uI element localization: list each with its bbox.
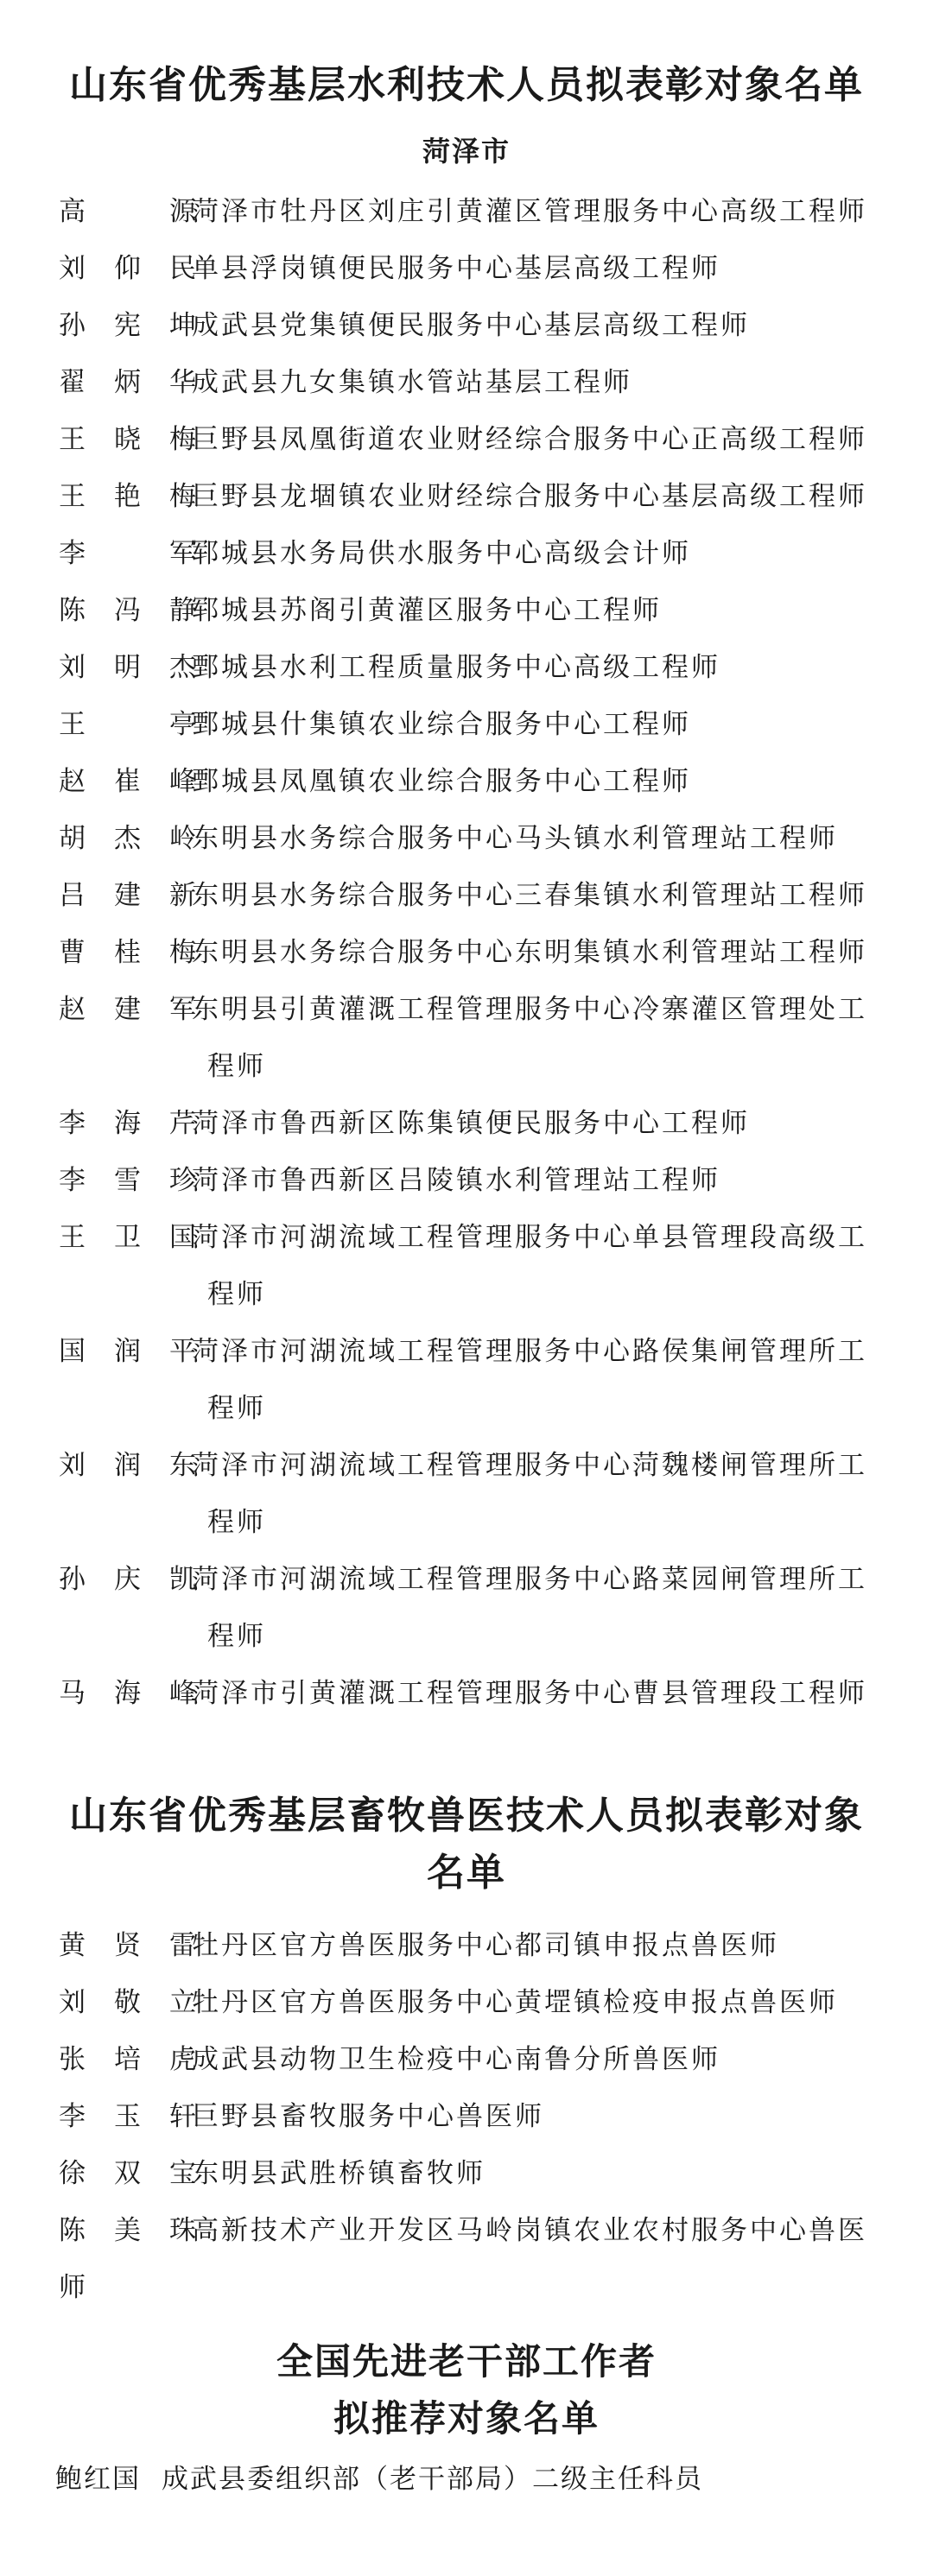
position-text: 鄄城县水利工程质量服务中心高级工程师 [192,652,720,683]
person-position [192,696,883,753]
person-name: 马海峰 [59,1678,197,1709]
person-position [192,1209,883,1323]
section2-title-line1: 山东省优秀基层畜牧兽医技术人员拟表彰对象 [69,1794,864,1838]
person-name: 李雪珍 [59,1165,197,1196]
person-name: 吕建新 [59,880,197,911]
person-name: 翟炳华 [59,367,197,398]
position-text: 成武县九女集镇水管站基层工程师 [192,367,632,398]
position-text: 成武县动物卫生检疫中心南鲁分所兽医师 [192,2044,720,2075]
position-text: 东明县水务综合服务中心东明集镇水利管理站工程师 [192,937,867,968]
person-name: 国润平 [59,1336,197,1367]
person-position [192,240,883,297]
person-position [192,639,883,696]
person-position [192,1917,883,1974]
person-name: 刘仰民 [59,253,197,284]
position-text: 菏泽市河湖流域工程管理服务中心路侯集闸管理所工 [192,1336,867,1367]
position-text: 牡丹区官方兽医服务中心都司镇申报点兽医师 [192,1930,779,1961]
person-position [192,1437,883,1551]
person-name: 王 亭 [59,709,197,740]
position-text: 巨野县畜牧服务中心兽医师 [192,2101,544,2132]
person-name: 徐双宝 [59,2158,197,2189]
person-name: 黄贤雷 [59,1930,197,1961]
person-name: 李海芹 [59,1108,197,1139]
person-name: 孙宪坤 [59,310,197,341]
person-name: 陈冯静 [59,595,197,626]
position-text: 东明县武胜桥镇畜牧师 [192,2158,486,2189]
person-name: 王晓梅 [59,424,197,455]
section3-title-line2: 拟推荐对象名单 [333,2397,600,2440]
person-name: 王艳梅 [59,481,197,512]
person-name: 李玉轩 [59,2101,197,2132]
position-text: 郓城县水务局供水服务中心高级会计师 [192,538,691,569]
position-text: 高新技术产业开发区马岭岗镇农业农村服务中心兽医 [192,2215,867,2246]
person-position [192,753,883,810]
person-name: 陈美珠 [59,2215,197,2246]
section1-title: 山东省优秀基层水利技术人员拟表彰对象名单 [69,63,864,107]
person-name: 王卫国 [59,1222,197,1253]
position-text: 成武县党集镇便民服务中心基层高级工程师 [192,310,750,341]
position-text-continued: 程师 [207,1507,266,1538]
person-position [192,1974,883,2031]
person-position [192,2145,883,2202]
person-name: 胡杰岭 [59,823,197,854]
section3-entry-desc: 成武县委组织部（老干部局）二级主任科员 [162,2464,703,2495]
person-position [192,297,883,354]
section3-entry [55,2451,703,2508]
position-text: 东明县水务综合服务中心马头镇水利管理站工程师 [192,823,838,854]
position-text: 牡丹区官方兽医服务中心黄堽镇检疫申报点兽医师 [192,1987,838,2018]
person-name: 张培虎 [59,2044,197,2075]
position-text: 菏泽市鲁西新区吕陵镇水利管理站工程师 [192,1165,720,1196]
person-position [192,1665,883,1722]
person-name: 高 源 [59,196,197,227]
person-position [192,1551,883,1665]
position-text-continued: 程师 [207,1279,266,1310]
position-text: 巨野县龙堌镇农业财经综合服务中心基层高级工程师 [192,481,867,512]
section2-title-line2: 名单 [427,1851,506,1895]
position-text-continued: 程师 [207,1621,266,1652]
position-text: 东明县引黄灌溉工程管理服务中心冷寨灌区管理处工 [192,994,867,1025]
section1-subtitle: 菏泽市 [422,135,511,168]
person-position [192,411,883,468]
person-position [192,924,883,981]
person-name: 孙庆凯 [59,1564,197,1595]
person-position [192,582,883,639]
position-text: 菏泽市河湖流域工程管理服务中心菏魏楼闸管理所工 [192,1450,867,1481]
person-name: 赵崔峰 [59,766,197,797]
person-position [192,1323,883,1437]
position-text: 鄄城县凤凰镇农业综合服务中心工程师 [192,766,691,797]
position-text: 鄄城县什集镇农业综合服务中心工程师 [192,709,691,740]
person-position [192,468,883,525]
person-name: 曹桂梅 [59,937,197,968]
person-position [192,2088,883,2145]
person-position [192,2031,883,2088]
person-name: 赵建军 [59,994,197,1025]
person-position [192,867,883,924]
section3-title-line1: 全国先进老干部工作者 [276,2340,657,2383]
person-name: 李 军 [59,538,197,569]
person-name: 刘敬立 [59,1987,197,2018]
position-text: 菏泽市引黄灌溉工程管理服务中心曹县管理段工程师 [192,1678,867,1709]
position-text: 菏泽市河湖流域工程管理服务中心单县管理段高级工 [192,1222,867,1253]
person-position [192,1152,883,1209]
position-text: 巨野县凤凰街道农业财经综合服务中心正高级工程师 [192,424,867,455]
position-text: 单县浮岗镇便民服务中心基层高级工程师 [192,253,720,284]
person-name: 刘明杰 [59,652,197,683]
section3-entry-name: 鲍红国 [55,2464,141,2495]
position-text-continued: 师 [59,2272,88,2303]
position-text: 菏泽市牡丹区刘庄引黄灌区管理服务中心高级工程师 [192,196,867,227]
person-position [192,1095,883,1152]
position-text-continued: 程师 [207,1393,266,1424]
position-text: 菏泽市河湖流域工程管理服务中心路菜园闸管理所工 [192,1564,867,1595]
person-position [192,525,883,582]
position-text-continued: 程师 [207,1051,266,1082]
person-name: 刘润东 [59,1450,197,1481]
position-text: 菏泽市鲁西新区陈集镇便民服务中心工程师 [192,1108,750,1139]
position-text: 郓城县苏阁引黄灌区服务中心工程师 [192,595,662,626]
person-position [192,183,883,240]
person-position [192,810,883,867]
person-position [192,981,883,1095]
person-position [192,354,883,411]
position-text: 东明县水务综合服务中心三春集镇水利管理站工程师 [192,880,867,911]
